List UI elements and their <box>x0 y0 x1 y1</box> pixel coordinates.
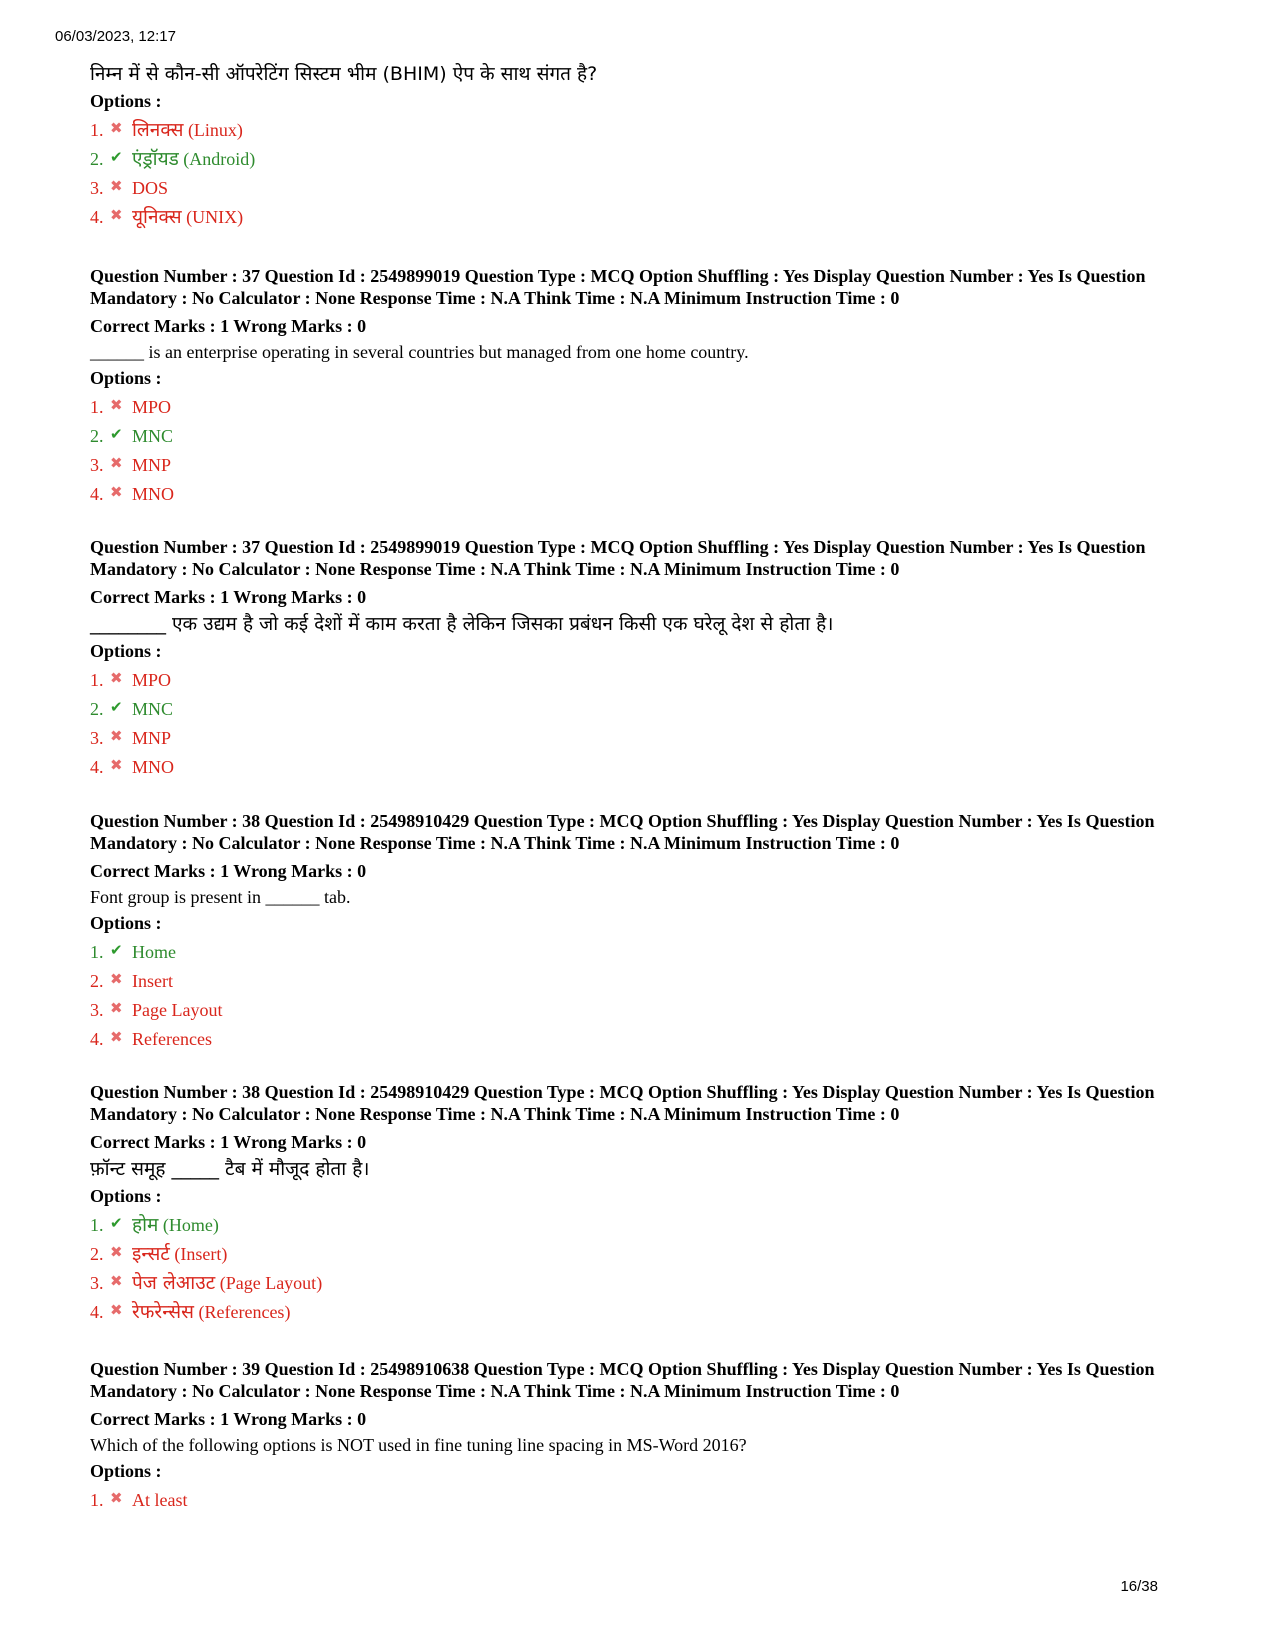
option-number: 1. <box>90 942 104 962</box>
cross-icon: ✖ <box>110 970 123 988</box>
option-text: At least <box>132 1490 188 1510</box>
cross-icon: ✖ <box>110 119 123 137</box>
question-meta: Question Number : 38 Question Id : 25498910429 Question Type : MCQ Option Shuffling : Yes Display Question Number : Yes Is Question Mandatory : No Calculator : None Response Time : N.A Think Time : N.A Minimum Instruction Time : 0 <box>90 811 1155 853</box>
option-text-hindi: होम <box>132 1214 159 1236</box>
option-number: 4. <box>90 1029 104 1049</box>
option-number: 2. <box>90 699 104 719</box>
option-number: 3. <box>90 455 104 475</box>
option-text: Insert <box>132 971 173 991</box>
option-text: Page Layout <box>132 1000 223 1020</box>
cross-icon: ✖ <box>110 999 123 1017</box>
option-item <box>90 478 1200 507</box>
option-item <box>90 420 1200 449</box>
option-text: MPO <box>132 397 172 417</box>
option-text: DOS <box>132 178 169 198</box>
option-number: 1. <box>90 397 104 417</box>
page-number: 16/38 <box>1120 1578 1158 1595</box>
question-block <box>90 1358 1200 1513</box>
cross-icon: ✖ <box>110 669 123 687</box>
question-text: फ़ॉन्ट समूह _____ टैब में मौजूद होता है। <box>90 1158 370 1180</box>
options-label: Options : <box>90 1461 162 1481</box>
option-text: (Android) <box>178 149 256 169</box>
question-block <box>90 265 1200 507</box>
option-number: 2. <box>90 971 104 991</box>
option-number: 3. <box>90 1273 104 1293</box>
option-text-hindi: लिनक्स <box>132 119 184 141</box>
option-number: 3. <box>90 728 104 748</box>
cross-icon: ✖ <box>110 727 123 745</box>
option-text: MNP <box>132 728 172 748</box>
cross-icon: ✖ <box>110 483 123 501</box>
question-block <box>90 536 1200 780</box>
option-item <box>90 936 1200 965</box>
option-text: (Page Layout) <box>215 1273 323 1293</box>
option-item <box>90 994 1200 1023</box>
option-text: (Linux) <box>183 120 243 140</box>
option-number: 4. <box>90 484 104 504</box>
question-meta: Question Number : 37 Question Id : 2549899019 Question Type : MCQ Option Shuffling : Yes Display Question Number : Yes Is Question Mandatory : No Calculator : None Response Time : N.A Think Time : N.A Minimum Instruction Time : 0 <box>90 537 1146 579</box>
option-text-hindi: रेफरेन्सेस <box>132 1301 194 1323</box>
cross-icon: ✖ <box>110 756 123 774</box>
question-text: ______ is an enterprise operating in several countries but managed from one home country. <box>90 342 749 362</box>
option-text: MNP <box>132 455 172 475</box>
option-text: MNO <box>132 484 175 504</box>
option-item <box>90 1267 1200 1296</box>
option-item <box>90 391 1200 420</box>
question-text: ________ एक उद्यम है जो कई देशों में काम करता है लेकिन जिसका प्रबंधन किसी एक घरेलू देश से होता है। <box>90 613 834 635</box>
option-text: MNC <box>132 426 174 446</box>
cross-icon: ✖ <box>110 1301 123 1319</box>
option-item <box>90 693 1200 722</box>
option-number: 2. <box>90 1244 104 1264</box>
option-number: 4. <box>90 1302 104 1322</box>
option-item <box>90 664 1200 693</box>
question-text: निम्न में से कौन-सी ऑपरेटिंग सिस्टम भीम (BHIM) ऐप के साथ संगत है? <box>90 63 598 85</box>
question-meta: Question Number : 37 Question Id : 2549899019 Question Type : MCQ Option Shuffling : Yes Display Question Number : Yes Is Question Mandatory : No Calculator : None Response Time : N.A Think Time : N.A Minimum Instruction Time : 0 <box>90 266 1146 308</box>
check-icon: ✔ <box>110 1214 123 1232</box>
marks-info: Correct Marks : 1 Wrong Marks : 0 <box>90 587 367 607</box>
marks-info: Correct Marks : 1 Wrong Marks : 0 <box>90 1132 367 1152</box>
options-label: Options : <box>90 641 162 661</box>
option-item <box>90 1238 1200 1267</box>
cross-icon: ✖ <box>110 206 123 224</box>
check-icon: ✔ <box>110 148 123 166</box>
options-list <box>90 1484 1200 1513</box>
option-number: 4. <box>90 757 104 777</box>
option-text: MNO <box>132 757 175 777</box>
option-number: 4. <box>90 207 104 227</box>
options-label: Options : <box>90 368 162 388</box>
cross-icon: ✖ <box>110 177 123 195</box>
option-item <box>90 114 1200 143</box>
options-label: Options : <box>90 1186 162 1206</box>
option-text: Home <box>132 942 176 962</box>
option-number: 3. <box>90 1000 104 1020</box>
marks-info: Correct Marks : 1 Wrong Marks : 0 <box>90 316 367 336</box>
marks-info: Correct Marks : 1 Wrong Marks : 0 <box>90 1409 367 1429</box>
cross-icon: ✖ <box>110 1028 123 1046</box>
option-text: (References) <box>194 1302 291 1322</box>
option-text: (UNIX) <box>181 207 244 227</box>
options-list <box>90 391 1200 507</box>
option-number: 3. <box>90 178 104 198</box>
option-text-hindi: यूनिक्स <box>132 206 182 228</box>
option-item <box>90 143 1200 172</box>
option-text: References <box>132 1029 212 1049</box>
question-block <box>90 810 1200 1052</box>
question-meta: Question Number : 38 Question Id : 25498910429 Question Type : MCQ Option Shuffling : Yes Display Question Number : Yes Is Question Mandatory : No Calculator : None Response Time : N.A Think Time : N.A Minimum Instruction Time : 0 <box>90 1082 1155 1124</box>
option-text: MNC <box>132 699 174 719</box>
options-list <box>90 114 1200 230</box>
options-label: Options : <box>90 91 162 111</box>
question-block <box>90 60 1200 230</box>
check-icon: ✔ <box>110 425 123 443</box>
option-item <box>90 722 1200 751</box>
marks-info: Correct Marks : 1 Wrong Marks : 0 <box>90 861 367 881</box>
option-text-hindi: इन्सर्ट <box>132 1243 170 1265</box>
option-number: 1. <box>90 670 104 690</box>
options-list <box>90 1209 1200 1325</box>
option-text: (Home) <box>158 1215 219 1235</box>
question-text: Which of the following options is NOT used in fine tuning line spacing in MS-Word 2016? <box>90 1435 747 1455</box>
check-icon: ✔ <box>110 698 123 716</box>
option-text-hindi: एंड्रॉयड <box>132 148 179 170</box>
question-block <box>90 1081 1200 1325</box>
option-item <box>90 1023 1200 1052</box>
option-number: 1. <box>90 1490 104 1510</box>
option-item <box>90 965 1200 994</box>
question-text: Font group is present in ______ tab. <box>90 887 351 907</box>
option-number: 1. <box>90 1215 104 1235</box>
option-item <box>90 449 1200 478</box>
option-item <box>90 201 1200 230</box>
question-meta: Question Number : 39 Question Id : 25498910638 Question Type : MCQ Option Shuffling : Yes Display Question Number : Yes Is Question Mandatory : No Calculator : None Response Time : N.A Think Time : N.A Minimum Instruction Time : 0 <box>90 1359 1155 1401</box>
cross-icon: ✖ <box>110 454 123 472</box>
cross-icon: ✖ <box>110 1272 123 1290</box>
cross-icon: ✖ <box>110 1489 123 1507</box>
option-item <box>90 1296 1200 1325</box>
print-timestamp: 06/03/2023, 12:17 <box>55 28 176 45</box>
option-number: 2. <box>90 426 104 446</box>
option-item <box>90 1209 1200 1238</box>
options-list <box>90 936 1200 1052</box>
option-item <box>90 172 1200 201</box>
cross-icon: ✖ <box>110 396 123 414</box>
option-text: MPO <box>132 670 172 690</box>
option-number: 1. <box>90 120 104 140</box>
option-item <box>90 751 1200 780</box>
options-label: Options : <box>90 913 162 933</box>
option-number: 2. <box>90 149 104 169</box>
option-text-hindi: पेज लेआउट <box>132 1272 216 1294</box>
cross-icon: ✖ <box>110 1243 123 1261</box>
option-text: (Insert) <box>169 1244 228 1264</box>
option-item <box>90 1484 1200 1513</box>
options-list <box>90 664 1200 780</box>
check-icon: ✔ <box>110 941 123 959</box>
